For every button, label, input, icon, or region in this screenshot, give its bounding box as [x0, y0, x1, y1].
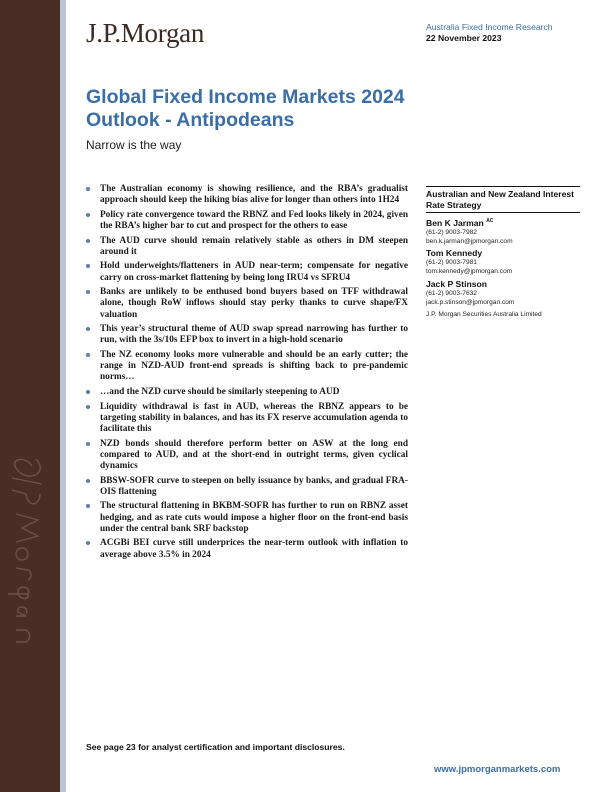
bullet-icon — [86, 479, 90, 483]
bullet-icon — [86, 213, 90, 217]
key-point: Hold underweights/flatteners in AUD near-term; compensate for negative carry on cross-market flattening by being long IRU4 vs SFRU4 — [86, 261, 408, 283]
report-header — [426, 22, 553, 44]
key-point: The NZ economy looks more vulnerable and should be an early cutter; the range in NZD-AUD front-end spreads is shifting back to pre-pandemic norms… — [86, 350, 408, 384]
bullet-icon — [86, 187, 90, 191]
company-name: J.P. Morgan Securities Australia Limited — [426, 310, 542, 318]
analyst-email[interactable]: jack.p.stinson@jpmorgan.com — [426, 298, 515, 306]
analyst-name: Jack P Stinson — [426, 279, 487, 290]
bullet-icon — [86, 405, 90, 409]
analyst-phone: (61-2) 9003-7632 — [426, 290, 477, 298]
analyst-entry — [426, 216, 580, 246]
bullet-icon — [86, 390, 90, 394]
team-title: Australian and New Zealand Interest Rate Strategy — [426, 186, 580, 213]
bullet-icon — [86, 442, 90, 446]
analyst-entry — [426, 279, 580, 308]
bullet-icon — [86, 541, 90, 545]
analyst-email[interactable]: tom.kennedy@jpmorgan.com — [426, 268, 513, 276]
bullet-icon — [86, 327, 90, 331]
analyst-phone: (61-2) 9003-7981 — [426, 259, 477, 267]
jpmorgan-watermark-icon — [8, 450, 68, 690]
key-point: Liquidity withdrawal is fast in AUD, whereas the RBNZ appears to be targeting stability in balances, and has its FX reserve accumulation agenda to facilitate this — [86, 402, 408, 436]
report-date: 22 November 2023 — [426, 33, 502, 43]
analyst-name: Tom Kennedy — [426, 248, 483, 259]
key-point: The Australian economy is showing resilience, and the RBA’s gradualist approach should keep the hiking bias alive for longer than others into 1H24 — [86, 184, 408, 206]
jpmorgan-logo: J.P.Morgan — [86, 18, 205, 48]
report-subtitle: Narrow is the way — [86, 138, 182, 152]
bullet-icon — [86, 353, 90, 357]
analyst-panel — [426, 186, 580, 319]
key-point: Policy rate convergence toward the RBNZ and Fed looks likely in 2024, given the RBA’s higher bar to cut and prospect for the others to ease — [86, 210, 408, 232]
research-department: Australia Fixed Income Research — [426, 22, 553, 32]
report-title: Global Fixed Income Markets 2024 Outlook - Antipodeans — [86, 86, 405, 131]
left-sidebar — [0, 0, 60, 792]
footer-link[interactable]: www.jpmorganmarkets.com — [434, 764, 561, 775]
disclosure-note: See page 23 for analyst certification and important disclosures. — [86, 742, 345, 752]
key-point: …and the NZD curve should be similarly steepening to AUD — [86, 387, 408, 398]
analyst-name: Ben K Jarman $^{AC}$ — [426, 217, 494, 228]
key-point: The AUD curve should remain relatively stable as others in DM steepen around it — [86, 236, 408, 258]
bullet-icon — [86, 239, 90, 243]
key-point: ACGBi BEI curve still underprices the near-term outlook with inflation to average above 3.5% in 2024 — [86, 538, 408, 560]
analyst-email[interactable]: ben.k.jarman@jpmorgan.com — [426, 237, 513, 245]
key-point: This year’s structural theme of AUD swap spread narrowing has further to run, with the 3s/10s EFP box to invert in a high-hold scenario — [86, 324, 408, 346]
analyst-phone: (61-2) 9003-7982 — [426, 228, 477, 236]
key-points-list — [86, 184, 408, 564]
bullet-icon — [86, 290, 90, 294]
key-point: NZD bonds should therefore perform better on ASW at the long end compared to AUD, and at the short-end in outright terms, given cyclical dynamics — [86, 439, 408, 473]
analyst-certification-mark: AC — [486, 218, 494, 224]
key-point: The structural flattening in BKBM-SOFR has further to run on RBNZ asset hedging, and as rate cuts would impose a higher floor on the front-end basis under the central bank SRF backstop — [86, 501, 408, 535]
key-point: BBSW-SOFR curve to steepen on belly issuance by banks, and gradual FRA-OIS flattening — [86, 476, 408, 498]
analyst-entry — [426, 248, 580, 277]
bullet-icon — [86, 504, 90, 508]
sidebar-stripe — [60, 0, 66, 792]
bullet-icon — [86, 264, 90, 268]
key-point: Banks are unlikely to be enthused bond buyers based on TFF withdrawal alone, though RoW inflows should stay perky thanks to curve shape/FX valuation — [86, 287, 408, 321]
